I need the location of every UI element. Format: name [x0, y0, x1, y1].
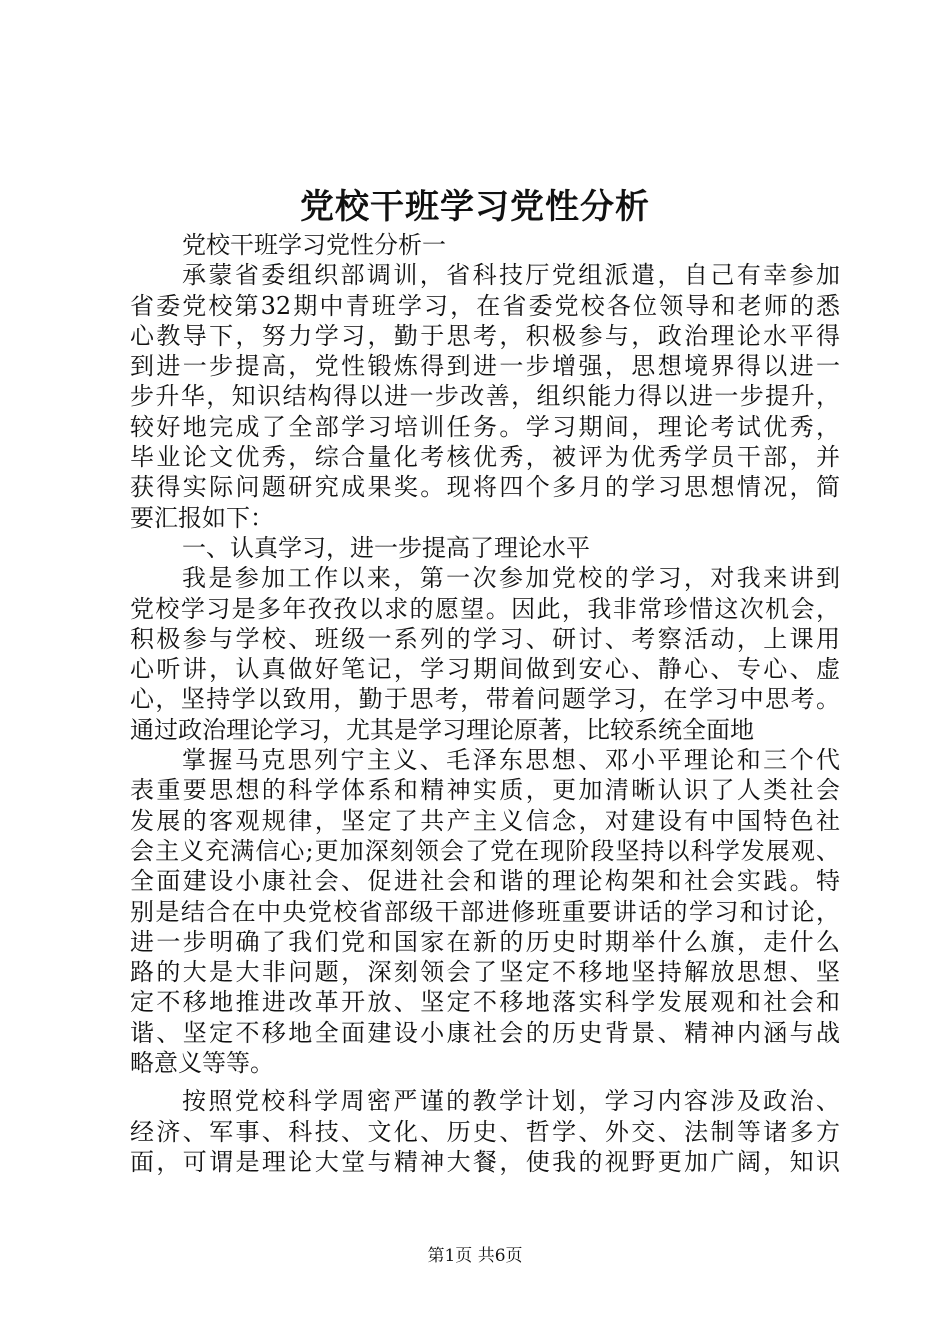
paragraph-line: 经济、军事、科技、文化、历史、哲学、外交、法制等诸多方	[130, 1117, 840, 1146]
subtitle-line: 党校干班学习党性分析一	[182, 231, 446, 259]
paragraph-line: 承蒙省委组织部调训，省科技厅党组派遣，自己有幸参加	[182, 261, 840, 290]
paragraph-line: 步升华，知识结构得以进一步改善，组织能力得以进一步提升，	[130, 382, 840, 411]
paragraph-line: 按照党校科学周密严谨的教学计划，学习内容涉及政治、	[182, 1087, 840, 1116]
document-body	[130, 230, 840, 1177]
paragraph-line: 会主义充满信心;更加深刻领会了党在现阶段坚持以科学发展观、	[130, 836, 840, 865]
document-title: 党校干班学习党性分析	[300, 187, 650, 227]
paragraph-line: 定不移地推进改革开放、坚定不移地落实科学发展观和社会和	[130, 988, 840, 1017]
paragraph-line: 别是结合在中央党校省部级干部进修班重要讲话的学习和讨论，	[130, 897, 840, 926]
paragraph-line: 心教导下，努力学习，勤于思考，积极参与，政治理论水平得	[130, 321, 840, 350]
paragraph-line: 掌握马克思列宁主义、毛泽东思想、邓小平理论和三个代	[182, 746, 840, 775]
paragraph-line: 省委党校第32期中青班学习，在省委党校各位领导和老师的悉	[130, 291, 840, 320]
paragraph-line: 通过政治理论学习，尤其是学习理论原著，比较系统全面地	[130, 715, 754, 744]
page-number-footer: 第1页 共6页	[427, 1246, 523, 1266]
paragraph-line: 进一步明确了我们党和国家在新的历史时期举什么旗，走什么	[130, 927, 840, 956]
paragraph-line: 获得实际问题研究成果奖。现将四个多月的学习思想情况，简	[130, 473, 840, 502]
paragraph-line: 党校学习是多年孜孜以求的愿望。因此，我非常珍惜这次机会，	[130, 594, 840, 623]
paragraph-line: 发展的客观规律，坚定了共产主义信念，对建设有中国特色社	[130, 806, 840, 835]
paragraph-line: 谐、坚定不移地全面建设小康社会的历史背景、精神内涵与战	[130, 1018, 840, 1047]
paragraph-line: 我是参加工作以来，第一次参加党校的学习，对我来讲到	[182, 564, 840, 593]
paragraph-line: 表重要思想的科学体系和精神实质，更加清晰认识了人类社会	[130, 776, 840, 805]
paragraph-line: 面，可谓是理论大堂与精神大餐，使我的视野更加广阔，知识	[130, 1147, 840, 1176]
paragraph-line: 路的大是大非问题，深刻领会了坚定不移地坚持解放思想、坚	[130, 958, 840, 987]
paragraph-line: 较好地完成了全部学习培训任务。学习期间，理论考试优秀，	[130, 412, 840, 441]
paragraph-line: 心听讲，认真做好笔记，学习期间做到安心、静心、专心、虚	[130, 655, 840, 684]
paragraph-line: 积极参与学校、班级一系列的学习、研讨、考察活动，上课用	[130, 624, 840, 653]
paragraph-line: 略意义等等。	[130, 1049, 274, 1078]
paragraph-line: 全面建设小康社会、促进社会和谐的理论构架和社会实践。特	[130, 867, 840, 896]
section-heading: 一、认真学习，进一步提高了理论水平	[182, 533, 590, 562]
paragraph-gap	[130, 1078, 840, 1086]
paragraph-line: 要汇报如下：	[130, 503, 274, 532]
paragraph-line: 毕业论文优秀，综合量化考核优秀，被评为优秀学员干部，并	[130, 443, 840, 472]
paragraph-line: 心，坚持学以致用，勤于思考，带着问题学习，在学习中思考。	[130, 685, 840, 714]
paragraph-line: 到进一步提高，党性锻炼得到进一步增强，思想境界得以进一	[130, 352, 840, 381]
